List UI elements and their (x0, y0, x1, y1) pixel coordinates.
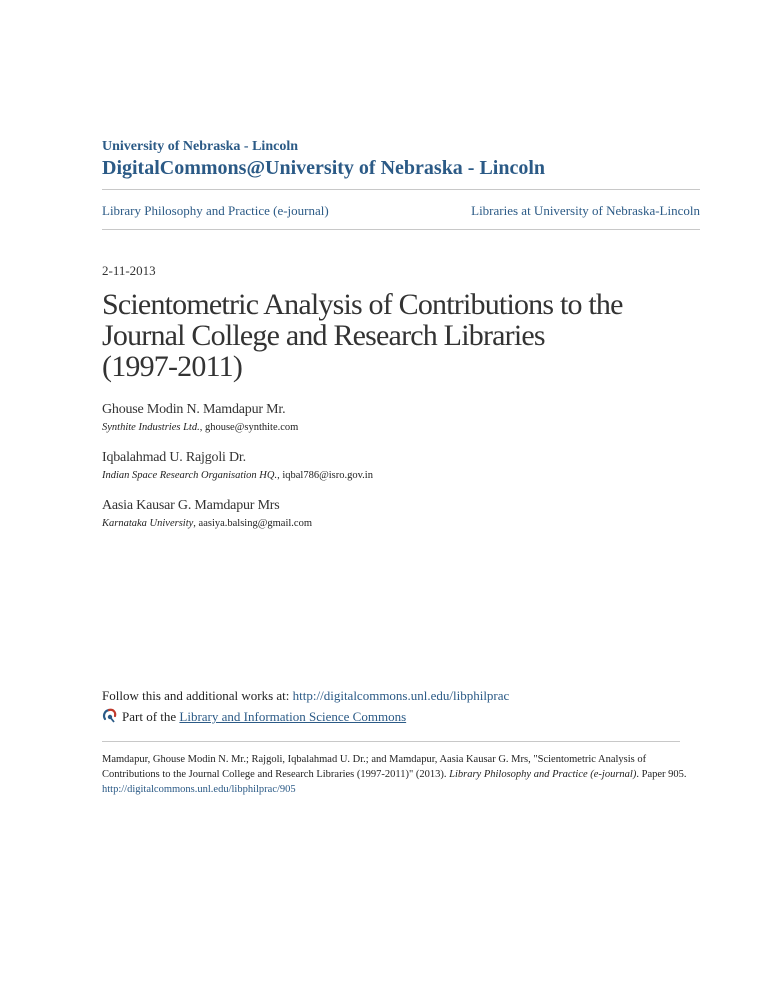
part-of-label: Part of the (122, 709, 180, 724)
divider (102, 229, 700, 230)
author-email: , aasiya.balsing@gmail.com (193, 518, 313, 529)
citation-block (102, 752, 692, 797)
follow-label: Follow this and additional works at: (102, 688, 293, 703)
follow-url-link[interactable]: http://digitalcommons.unl.edu/libphilprac (292, 688, 510, 703)
university-name: University of Nebraska - Lincoln (102, 139, 298, 154)
author-block (102, 450, 373, 481)
publication-date: 2-11-2013 (102, 263, 156, 278)
author-email: , ghouse@synthite.com (199, 422, 299, 433)
divider (102, 189, 700, 190)
divider (102, 741, 680, 742)
part-of-line (102, 708, 406, 725)
network-commons-icon (102, 708, 118, 724)
author-name[interactable]: Aasia Kausar G. Mamdapur Mrs (102, 498, 280, 513)
title-line: (1997-2011) (102, 350, 243, 383)
affiliation-name: Indian Space Research Organisation HQ. (102, 470, 278, 481)
citation-paper: . Paper 905. (636, 769, 687, 780)
follow-line (102, 688, 509, 704)
author-email: , iqbal786@isro.gov.in (277, 470, 373, 481)
series-link-journal[interactable]: Library Philosophy and Practice (e-journal) (102, 203, 329, 218)
citation-url-link[interactable]: http://digitalcommons.unl.edu/libphilprac/905 (102, 784, 296, 795)
author-name[interactable]: Ghouse Modin N. Mamdapur Mr. (102, 402, 286, 417)
citation-text: Mamdapur, Ghouse Modin N. Mr.; Rajgoli, Iqbalahmad U. Dr.; and Mamdapur, Aasia Kausar G. Mrs, "Scientometric Analysis of Contributions to the Journal College and Research Libraries (1997-2011)" (2013). (102, 754, 647, 780)
author-affiliation (102, 422, 298, 433)
author-affiliation (102, 518, 312, 529)
paper-title (102, 289, 700, 382)
title-line: Journal College and Research Libraries (102, 319, 545, 352)
author-block (102, 402, 298, 433)
title-line: Scientometric Analysis of Contributions to the (102, 288, 623, 321)
affiliation-name: Karnataka University (102, 518, 194, 529)
author-name[interactable]: Iqbalahmad U. Rajgoli Dr. (102, 450, 246, 465)
author-affiliation (102, 470, 373, 481)
affiliation-name: Synthite Industries Ltd. (102, 422, 200, 433)
author-block (102, 498, 312, 529)
series-link-libraries[interactable]: Libraries at University of Nebraska-Lincoln (471, 203, 700, 218)
commons-link[interactable]: Library and Information Science Commons (179, 709, 407, 724)
citation-journal: Library Philosophy and Practice (e-journal) (449, 769, 637, 780)
repository-name: DigitalCommons@University of Nebraska - Lincoln (102, 157, 546, 179)
